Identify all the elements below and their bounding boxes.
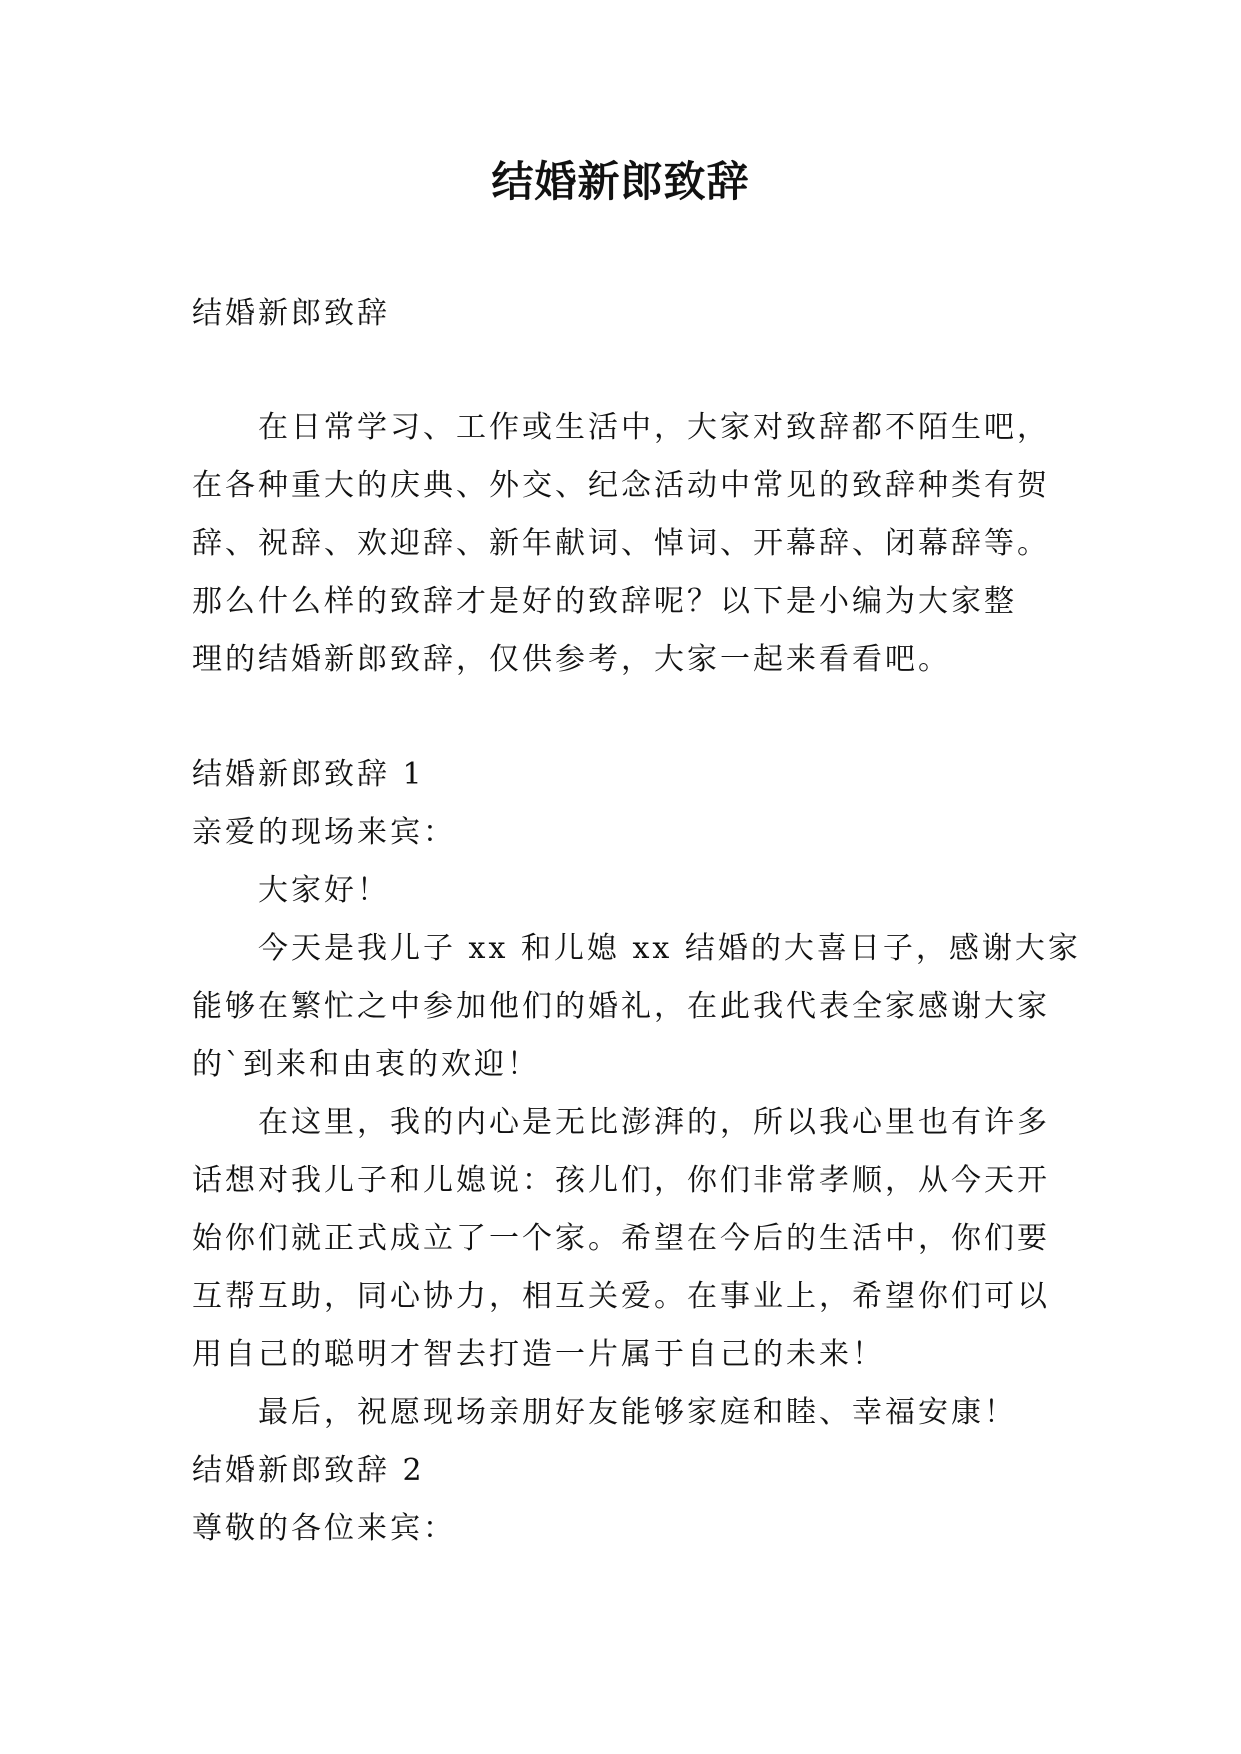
- paragraph-line: 今天是我儿子 xx 和儿媳 xx 结婚的大喜日子，感谢大家: [258, 931, 1081, 966]
- paragraph-line: 互帮互助，同心协力，相互关爱。在事业上，希望你们可以: [192, 1279, 1050, 1314]
- greeting: 大家好！: [258, 873, 390, 908]
- subtitle: 结婚新郎致辞: [192, 296, 390, 331]
- intro-line: 理的结婚新郎致辞，仅供参考，大家一起来看看吧。: [192, 642, 951, 677]
- salutation-2: 尊敬的各位来宾：: [192, 1511, 456, 1546]
- document-title: 结婚新郎致辞: [491, 157, 750, 206]
- closing-line: 最后，祝愿现场亲朋好友能够家庭和睦、幸福安康！: [258, 1395, 1017, 1430]
- paragraph-line: 能够在繁忙之中参加他们的婚礼，在此我代表全家感谢大家: [192, 989, 1050, 1024]
- paragraph-line: 话想对我儿子和儿媳说：孩儿们，你们非常孝顺，从今天开: [192, 1163, 1050, 1198]
- salutation-1: 亲爱的现场来宾：: [192, 815, 456, 850]
- section-heading-2: 结婚新郎致辞 2: [192, 1453, 425, 1488]
- paragraph-line: 的`到来和由衷的欢迎！: [192, 1047, 540, 1082]
- intro-line: 那么什么样的致辞才是好的致辞呢？以下是小编为大家整: [192, 584, 1017, 619]
- intro-line: 辞、祝辞、欢迎辞、新年献词、悼词、开幕辞、闭幕辞等。: [192, 526, 1050, 561]
- paragraph-line: 用自己的聪明才智去打造一片属于自己的未来！: [192, 1337, 885, 1372]
- paragraph-line: 始你们就正式成立了一个家。希望在今后的生活中，你们要: [192, 1221, 1050, 1256]
- section-heading-1: 结婚新郎致辞 1: [192, 757, 425, 792]
- intro-line: 在各种重大的庆典、外交、纪念活动中常见的致辞种类有贺: [192, 468, 1050, 503]
- intro-line: 在日常学习、工作或生活中，大家对致辞都不陌生吧，: [258, 410, 1050, 445]
- paragraph-line: 在这里，我的内心是无比澎湃的，所以我心里也有许多: [258, 1105, 1050, 1140]
